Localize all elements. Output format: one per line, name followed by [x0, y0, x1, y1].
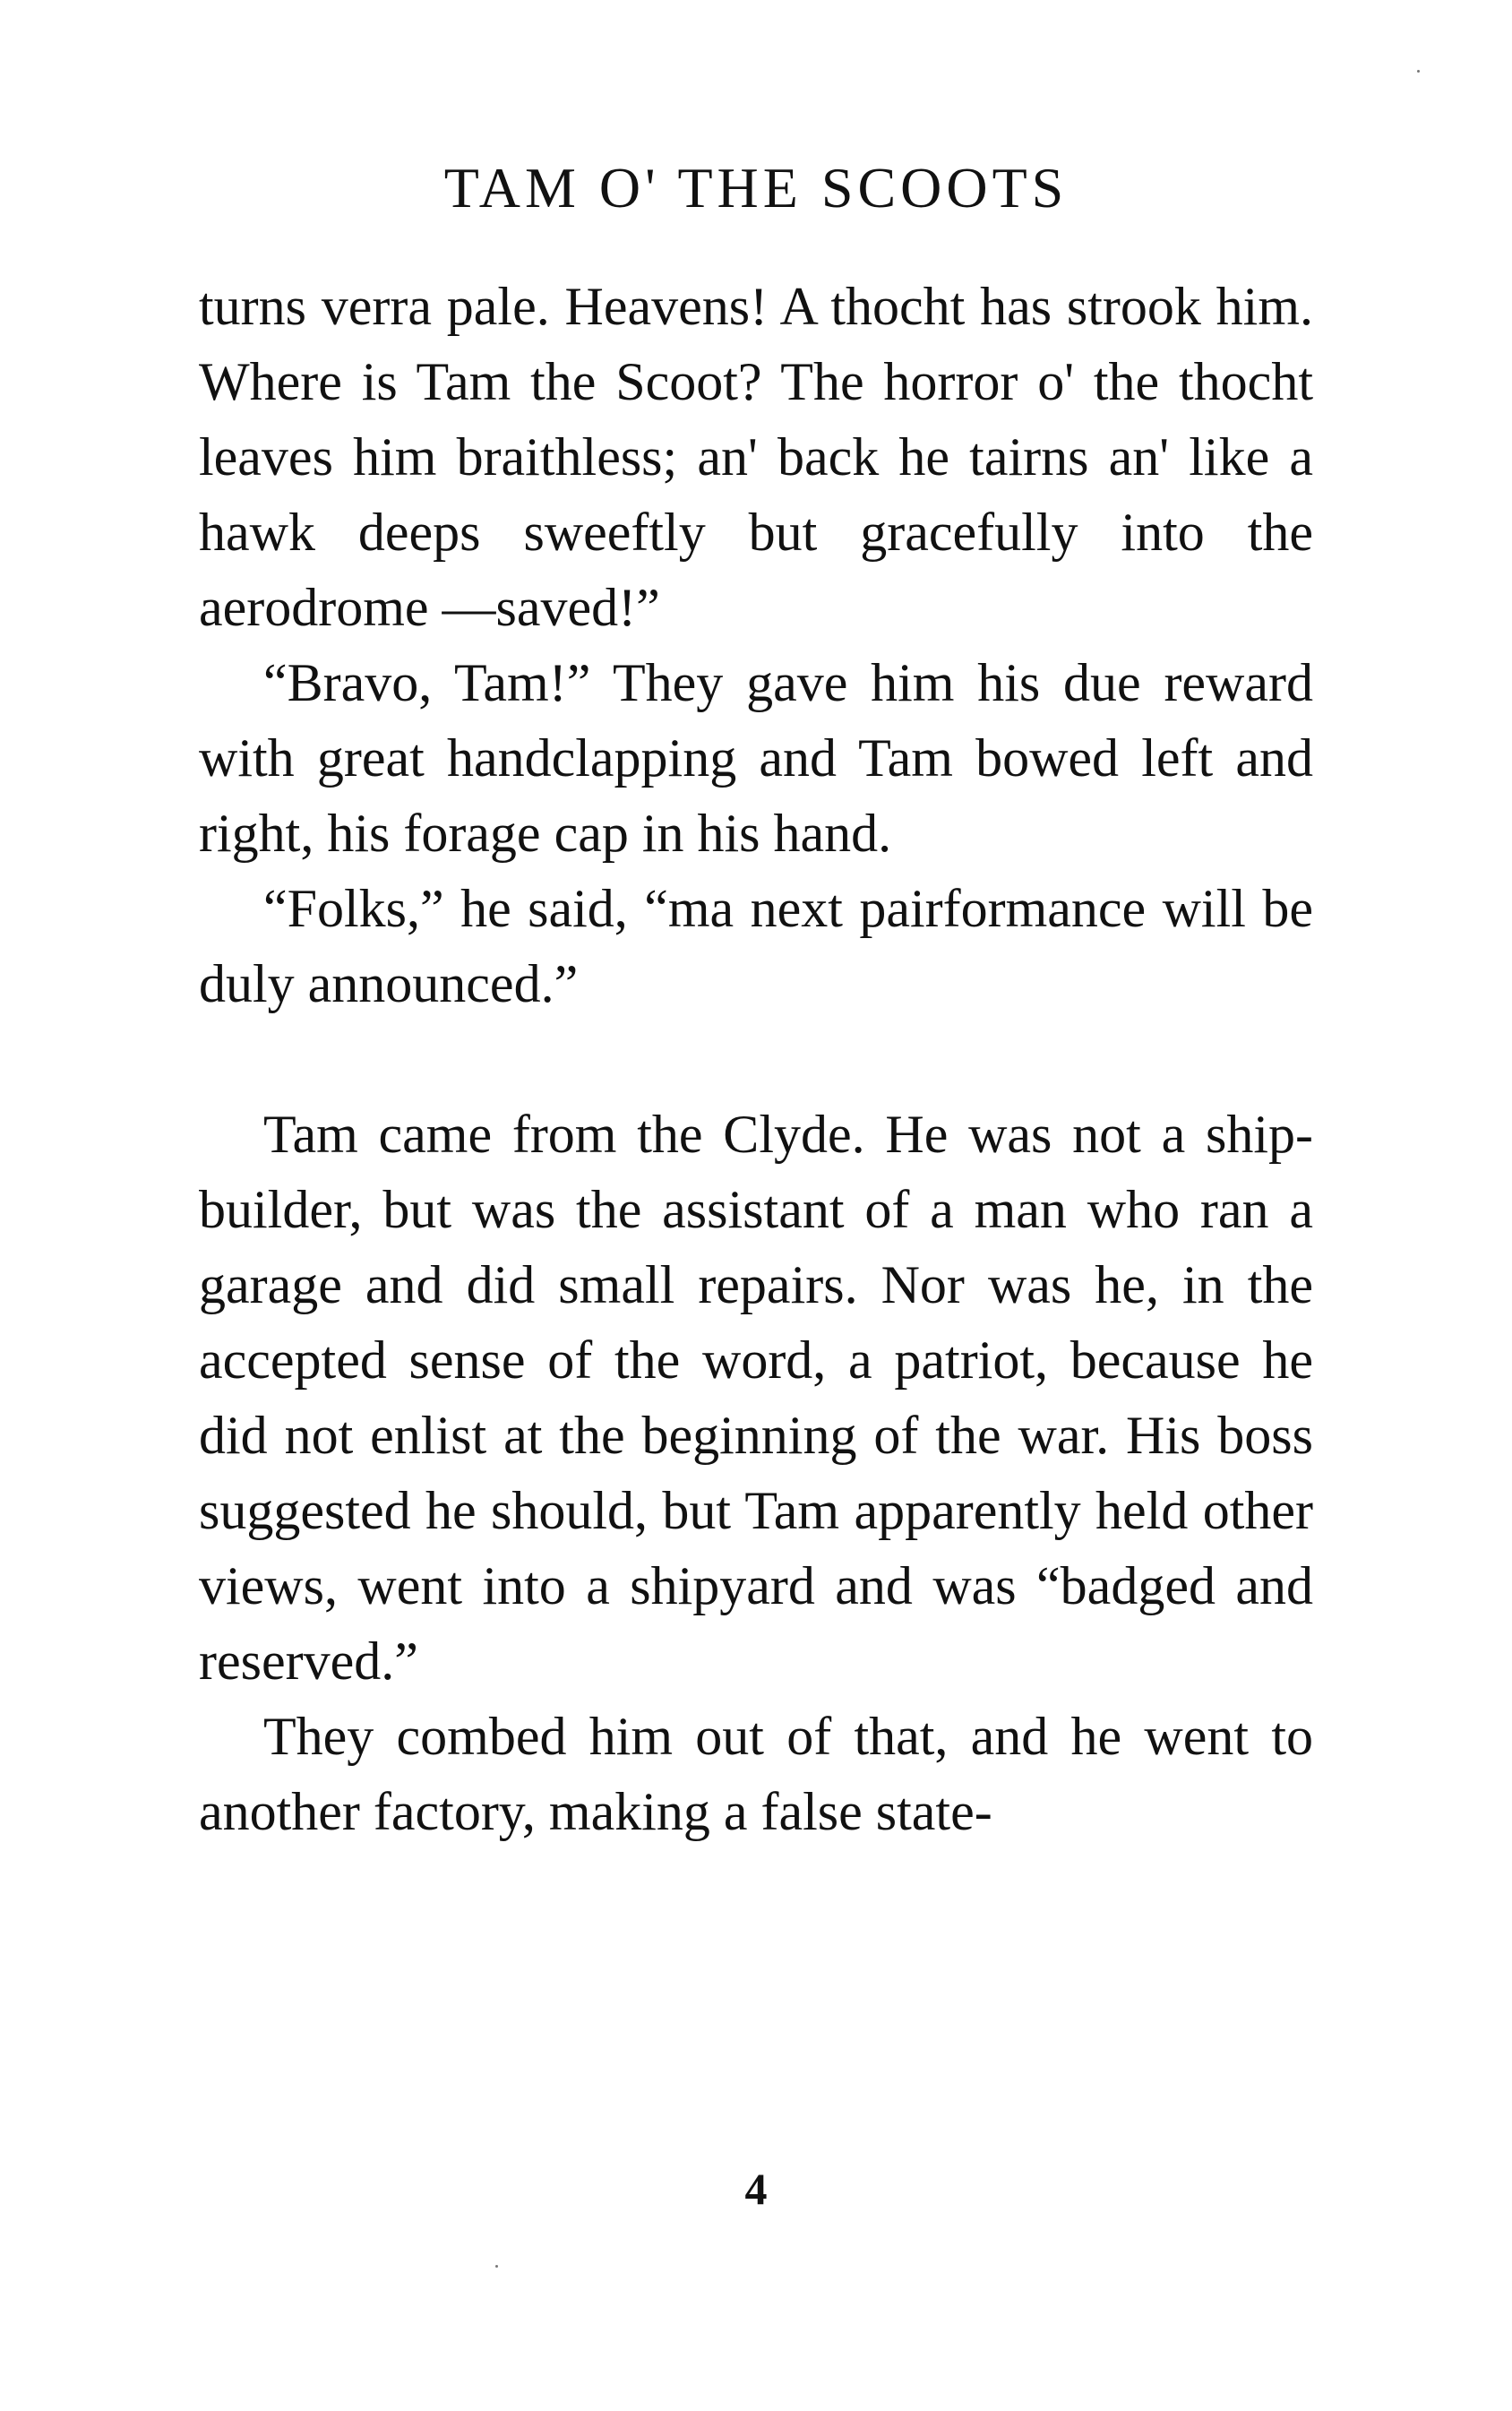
- page-number: 4: [744, 2164, 768, 2214]
- scan-speck: [495, 2265, 498, 2268]
- section-break: [199, 1021, 1313, 1097]
- paragraph-continuation: turns verra pale. Heavens! A thocht has strook him. Where is Tam the Scoot? The horror o' the thocht leaves him braithless; an' back he tairns an' like a hawk deeps sweeftly but gracefully into the aerodrome —saved!”: [199, 277, 1313, 637]
- paragraph-clyde: Tam came from the Clyde. He was not a ship-builder, but was the assistant of a man who ran a garage and did small repairs. Nor was he, in the accepted sense of the word, a patriot, because he did not enlist at the beginning of the war. His boss suggested he should, but Tam apparently held other views, went into a shipyard and was “badged and reserved.”: [199, 1105, 1313, 1691]
- scan-speck: [1417, 70, 1420, 73]
- paragraph-combed: They combed him out of that, and he went to another factory, making a false state-: [199, 1707, 1313, 1841]
- paragraph-folks: “Folks,” he said, “ma next pairformance will be duly announced.”: [199, 879, 1313, 1013]
- paragraph-bravo: “Bravo, Tam!” They gave him his due reward with great handclapping and Tam bowed left and right, his forage cap in his hand.: [199, 653, 1313, 863]
- running-head: TAM O' THE SCOOTS: [443, 156, 1069, 220]
- body-text: [199, 269, 1313, 1849]
